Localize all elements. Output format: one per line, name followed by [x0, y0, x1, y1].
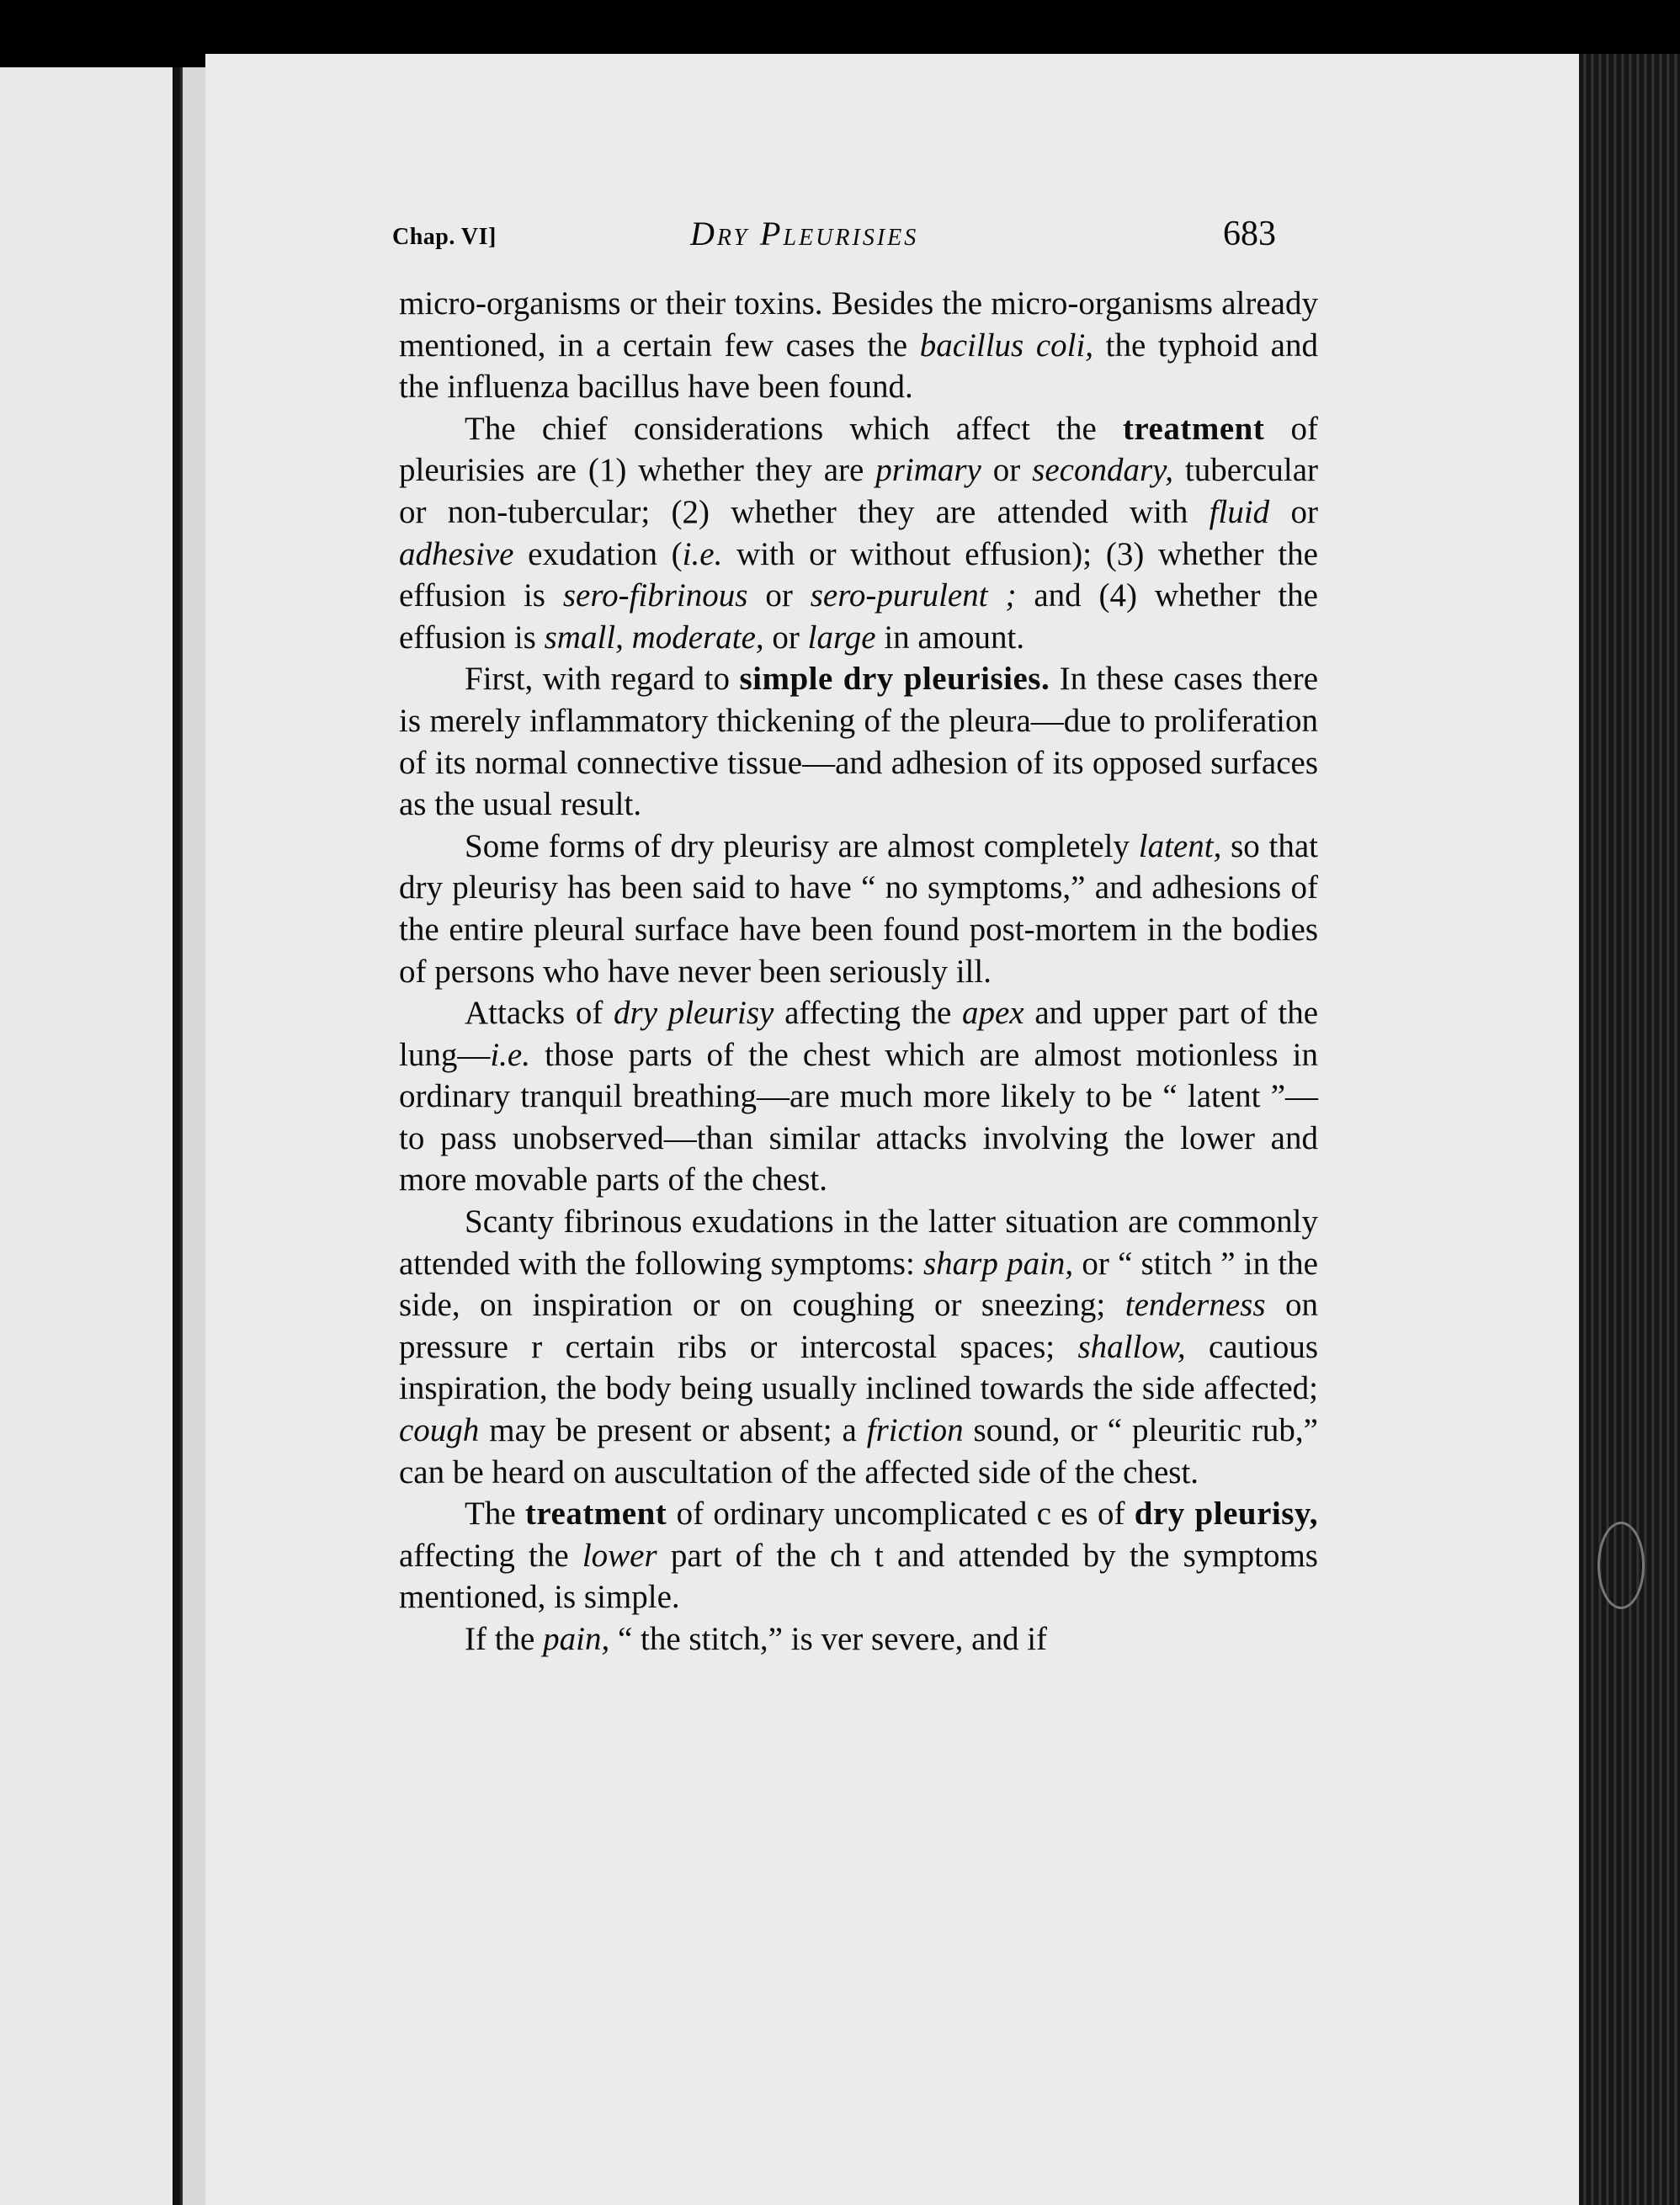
text-run: The chief considerations which affect the — [465, 410, 1123, 447]
text-run: exudation ( — [513, 535, 683, 572]
italic-run: dry pleurisy — [614, 995, 774, 1032]
text-run: or — [747, 577, 811, 614]
text-run: part of the ch t and attended by the symptoms mentioned, is simple. — [399, 1537, 1318, 1616]
text-run: or — [981, 452, 1033, 489]
body-text — [399, 283, 1318, 1660]
running-head — [392, 214, 1301, 264]
bold-run: simple dry pleurisies. — [739, 661, 1050, 698]
italic-run: sero-purulent ; — [810, 577, 1017, 614]
paragraph — [399, 1493, 1318, 1618]
text-run: with or without effusion); (3) whether the effusion is — [399, 535, 1318, 614]
italic-run: lower — [582, 1537, 657, 1574]
paragraph — [399, 408, 1318, 659]
text-run: “ the stitch,” is ver severe, and if — [609, 1621, 1048, 1657]
text-run: or “ stitch ” in the side, on inspiration or on coughing or sneezing; — [399, 1245, 1318, 1324]
italic-run: sero-fibrinous — [562, 577, 748, 614]
left-page-edge — [173, 67, 180, 2205]
italic-run: friction — [866, 1412, 964, 1449]
text-run: affecting the — [774, 995, 962, 1032]
italic-run: apex — [962, 995, 1024, 1032]
text-run: and upper part of the lung— — [399, 995, 1318, 1073]
paragraph — [399, 992, 1318, 1201]
text-run: and (4) whether the effusion is — [399, 577, 1318, 656]
chapter-label: Chap. VI] — [392, 224, 497, 250]
italic-run: cough — [399, 1412, 480, 1449]
italic-run: pain, — [543, 1621, 610, 1657]
italic-run: small, moderate, — [544, 619, 764, 656]
bold-run: treatment — [1122, 410, 1265, 447]
text-run: sound, or “ pleuritic rub,” can be heard on auscultation of the affected side of the chest. — [399, 1412, 1318, 1490]
text-run: Scanty fibrinous exudations in the latter situation are commonly attended with the following symptoms: — [399, 1203, 1318, 1282]
text-run: the typhoid and the influenza bacillus have been found. — [399, 327, 1318, 406]
bold-run: treatment — [524, 1496, 667, 1533]
text-run: may be present or absent; a — [479, 1412, 867, 1449]
page-title: Dry Pleurisies — [690, 215, 919, 252]
page-fore-edge — [1579, 54, 1680, 2205]
text-run: affecting the — [399, 1537, 582, 1574]
text-run: cautious inspiration, the body being usually inclined towards the side affected; — [399, 1328, 1318, 1407]
text-run: in amount. — [875, 619, 1025, 656]
text-run: tubercular or non-tubercular; (2) whether they are attended with — [399, 452, 1318, 530]
text-run: on pressure r certain ribs or intercostal spaces; — [399, 1287, 1319, 1365]
left-page-margin — [0, 67, 178, 2205]
text-run: The — [465, 1496, 525, 1533]
paragraph — [399, 658, 1318, 825]
paragraph — [399, 283, 1318, 408]
text-run: those parts of the chest which are almost motionless in ordinary tranquil breathing—are much more likely to be “ latent ”—to pass unobserved—than similar attacks involving the lower and more movable parts of the chest. — [399, 1036, 1318, 1198]
bold-run: dry pleurisy, — [1134, 1496, 1318, 1533]
binding-ring-mark — [1598, 1522, 1645, 1609]
text-run: Some forms of dry pleurisy are almost completely — [465, 827, 1139, 864]
page-number: 683 — [1223, 215, 1276, 253]
italic-run: bacillus coli, — [919, 327, 1094, 364]
italic-run: i.e. — [682, 535, 723, 572]
italic-run: latent, — [1138, 827, 1222, 864]
italic-run: secondary, — [1032, 452, 1174, 489]
text-run: Attacks of — [465, 995, 614, 1032]
italic-run: tenderness — [1124, 1287, 1266, 1324]
text-run: or — [1269, 493, 1318, 530]
italic-run: sharp pain, — [923, 1245, 1074, 1282]
paragraph — [399, 1618, 1318, 1660]
text-run: micro-organisms or their toxins. Besides the micro-organisms already mentioned, in a certain few cases the — [399, 285, 1318, 364]
text-run: or — [763, 619, 808, 656]
text-run: First, with regard to — [465, 661, 740, 698]
italic-run: fluid — [1209, 493, 1270, 530]
text-run: In these cases there is merely inflammatory thickening of the pleura—due to proliferation of its normal connective tissue—and adhesion of its opposed surfaces as the usual result. — [399, 661, 1318, 823]
paragraph — [399, 1201, 1318, 1493]
book-gutter — [180, 67, 205, 2205]
paragraph — [399, 826, 1318, 992]
italic-run: i.e. — [490, 1036, 530, 1073]
text-run: If the — [465, 1621, 544, 1657]
italic-run: shallow, — [1077, 1328, 1186, 1365]
italic-run: large — [807, 619, 876, 656]
italic-run: adhesive — [399, 535, 514, 572]
italic-run: primary — [875, 452, 981, 489]
text-run: of ordinary uncomplicated c es of — [667, 1496, 1135, 1533]
text-run: so that dry pleurisy has been said to have “ no symptoms,” and adhesions of the entire pleural surface have been found post-mortem in the bodies of persons who have never been seriously ill. — [399, 827, 1318, 990]
text-run: of pleurisies are (1) whether they are — [399, 410, 1318, 489]
